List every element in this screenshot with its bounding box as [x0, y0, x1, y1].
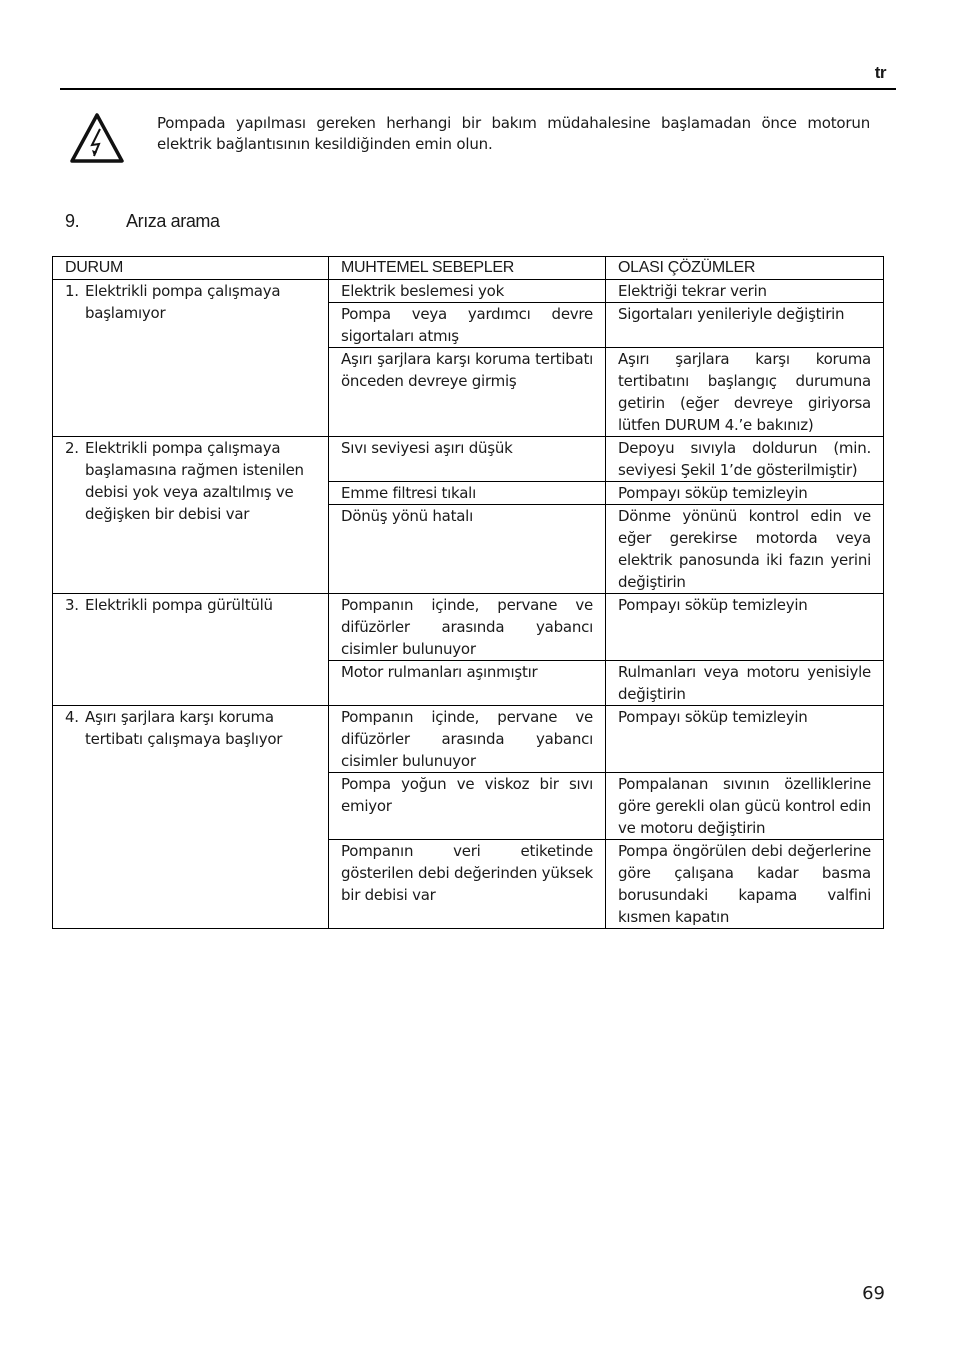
cause-cell: Sıvı seviyesi aşırı düşük — [329, 437, 606, 482]
durum-cell — [53, 280, 329, 437]
durum-text: Elektrikli pompa çalışmaya başlamıyor — [85, 282, 281, 322]
header-causes: MUHTEMEL SEBEPLER — [329, 257, 606, 280]
table-header-row — [53, 257, 884, 280]
table-row — [53, 280, 884, 303]
cause-cell: Pompa yoğun ve viskoz bir sıvı emiyor — [329, 773, 606, 840]
solution-cell: Pompayı söküp temizleyin — [606, 482, 884, 505]
solution-cell: Elektriği tekrar verin — [606, 280, 884, 303]
durum-number: 1. — [65, 282, 79, 300]
solution-cell: Pompalanan sıvının özelliklerine göre gerekli olan gücü kontrol edin ve motoru değiştirin — [606, 773, 884, 840]
cause-cell: Elektrik beslemesi yok — [329, 280, 606, 303]
solution-cell: Pompayı söküp temizleyin — [606, 594, 884, 661]
solution-cell: Rulmanları veya motoru yenisiyle değiştirin — [606, 661, 884, 706]
solution-cell: Dönme yönünü kontrol edin ve eğer gerekirse motorda veya elektrik panosunda iki fazın yerini değiştirin — [606, 505, 884, 594]
cause-cell: Dönüş yönü hatalı — [329, 505, 606, 594]
cause-cell: Pompa veya yardımcı devre sigortaları atmış — [329, 303, 606, 348]
cause-cell: Emme filtresi tıkalı — [329, 482, 606, 505]
solution-cell: Pompa öngörülen debi değerlerine göre çalışana kadar basma borusundaki kapama valfini kısmen kapatın — [606, 840, 884, 929]
cause-cell: Pompanın içinde, pervane ve difüzörler arasında yabancı cisimler bulunuyor — [329, 706, 606, 773]
page-number: 69 — [862, 1283, 885, 1304]
cause-cell: Pompanın içinde, pervane ve difüzörler arasında yabancı cisimler bulunuyor — [329, 594, 606, 661]
troubleshooting-table — [52, 256, 884, 929]
table-row — [53, 437, 884, 482]
header-durum: DURUM — [53, 257, 329, 280]
durum-cell — [53, 594, 329, 706]
language-code: tr — [874, 63, 886, 82]
durum-text: Aşırı şarjlara karşı koruma tertibatı çalışmaya başlıyor — [85, 708, 283, 748]
durum-number: 3. — [65, 596, 79, 614]
solution-cell: Sigortaları yenileriyle değiştirin — [606, 303, 884, 348]
durum-text: Elektrikli pompa gürültülü — [85, 596, 273, 614]
safety-warning-text: Pompada yapılması gereken herhangi bir bakım müdahalesine başlamadan önce motorun elektrik bağlantısının kesildiğinden emin olun. — [157, 114, 870, 153]
electric-hazard-icon — [69, 112, 125, 164]
solution-cell: Pompayı söküp temizleyin — [606, 706, 884, 773]
section-title: Arıza arama — [126, 211, 220, 231]
header-solutions: OLASI ÇÖZÜMLER — [606, 257, 884, 280]
table-row — [53, 594, 884, 661]
solution-cell: Aşırı şarjlara karşı koruma tertibatını başlangıç durumuna getirin (eğer devreye giriyorsa lütfen DURUM 4.’e bakınız) — [606, 348, 884, 437]
cause-cell: Pompanın veri etiketinde gösterilen debi değerinden yüksek bir debisi var — [329, 840, 606, 929]
durum-cell — [53, 437, 329, 594]
table-row — [53, 706, 884, 773]
durum-number: 2. — [65, 439, 79, 457]
cause-cell: Motor rulmanları aşınmıştır — [329, 661, 606, 706]
header-rule — [60, 88, 896, 90]
cause-cell: Aşırı şarjlara karşı koruma tertibatı önceden devreye girmiş — [329, 348, 606, 437]
durum-cell — [53, 706, 329, 929]
durum-text: Elektrikli pompa çalışmaya başlamasına rağmen istenilen debisi yok veya azaltılmış ve değişken bir debisi var — [85, 439, 304, 523]
solution-cell: Depoyu sıvıyla doldurun (min. seviyesi Şekil 1’de gösterilmiştir) — [606, 437, 884, 482]
section-number: 9. — [65, 211, 80, 231]
durum-number: 4. — [65, 708, 79, 726]
